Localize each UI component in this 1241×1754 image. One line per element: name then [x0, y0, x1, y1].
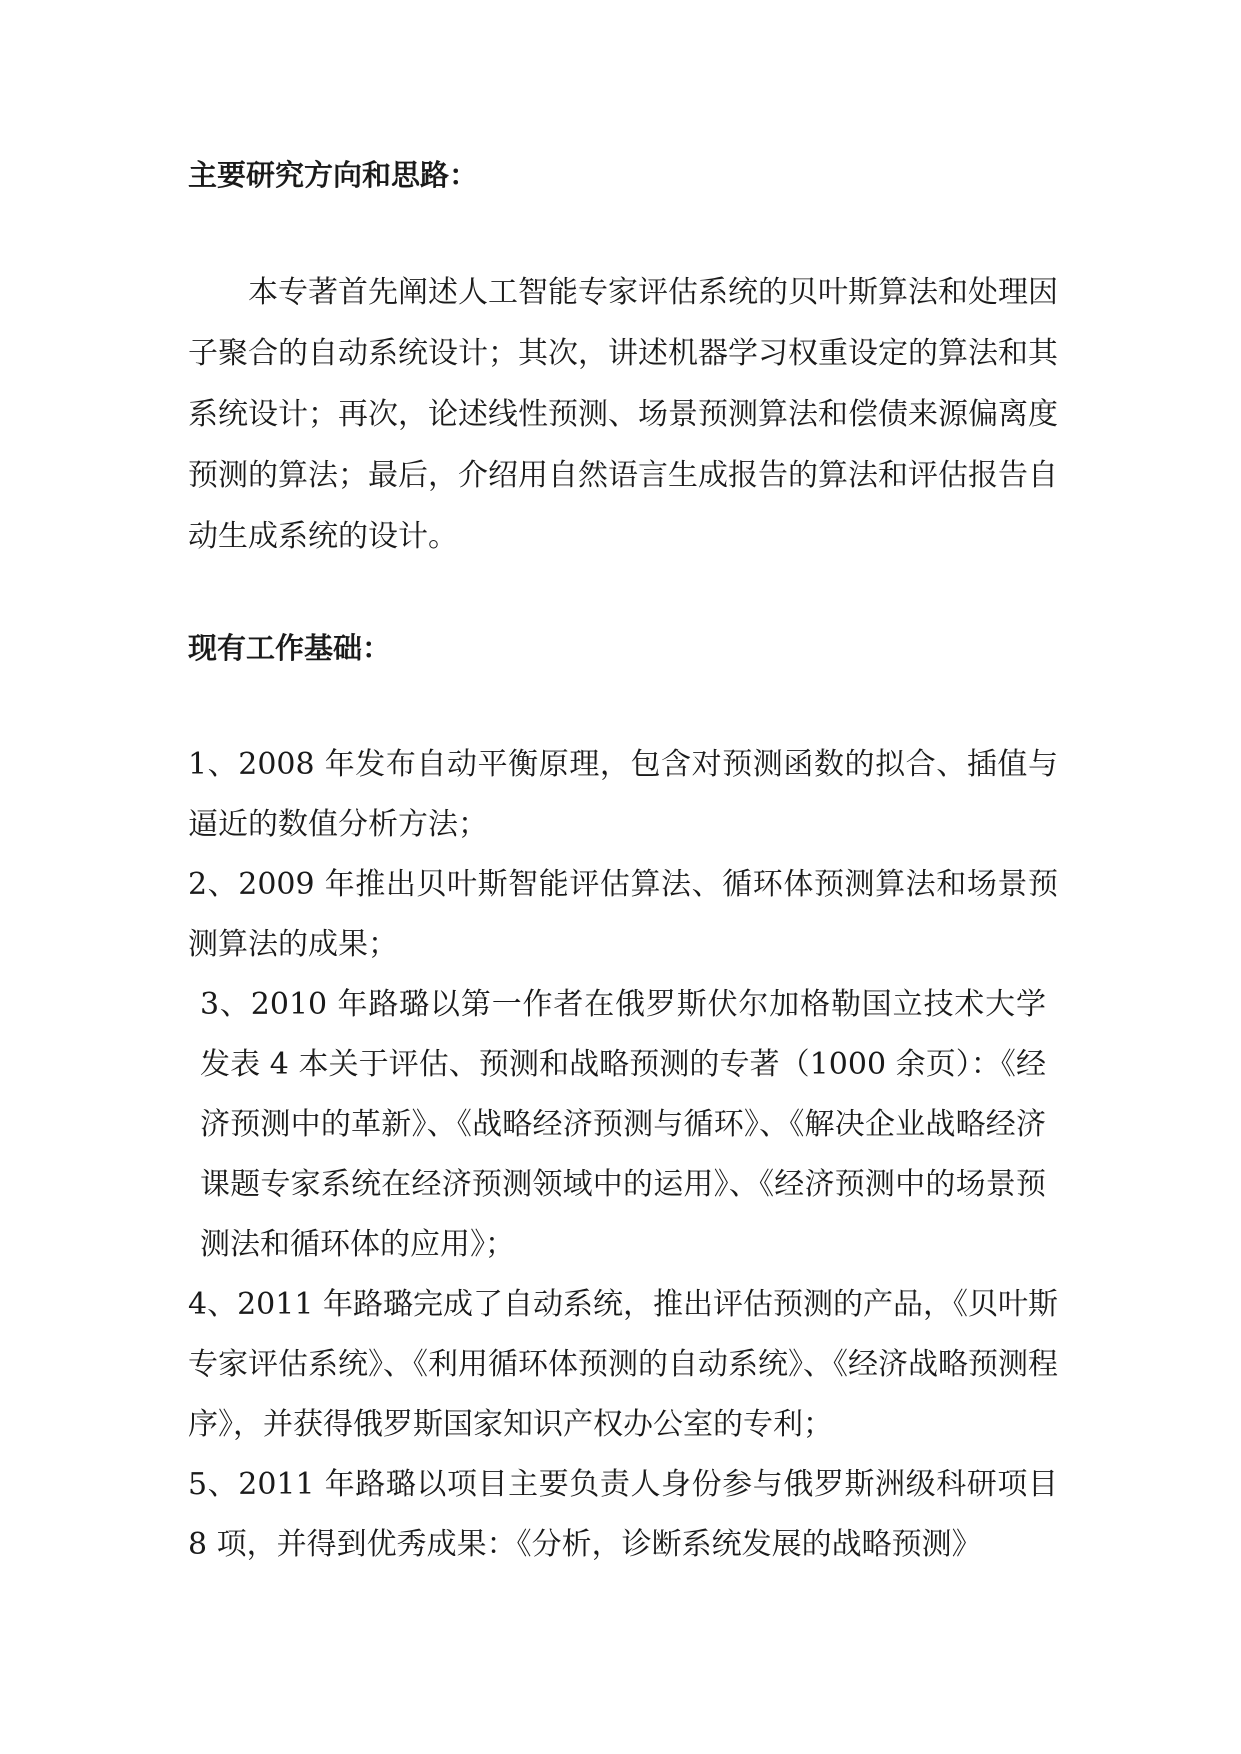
list-item: 2、2009 年推出贝叶斯智能评估算法、循环体预测算法和场景预测算法的成果；: [188, 867, 1058, 962]
research-paragraph: 本专著首先阐述人工智能专家评估系统的贝叶斯算法和处理因子聚合的自动系统设计；其次，讲述机器学习权重设定的算法和其系统设计；再次，论述线性预测、场景预测算法和偿债来源偏离度预测的算法；最后，介绍用自然语言生成报告的算法和评估报告自动生成系统的设计。: [188, 275, 1058, 554]
list-item: 1、2008 年发布自动平衡原理，包含对预测函数的拟合、插值与逼近的数值分析方法；: [188, 747, 1058, 842]
section-heading-research: 主要研究方向和思路：: [188, 158, 479, 192]
list-item: 3、2010 年路璐以第一作者在俄罗斯伏尔加格勒国立技术大学发表 4 本关于评估、预测和战略预测的专著（1000 余页）：《经济预测中的革新》、《战略经济预测与循环》、《解决企业战略经济课题专家系统在经济预测领域中的运用》、《经济预测中的场景预测法和循环体的应用》；: [200, 987, 1046, 1262]
section-heading-foundation: 现有工作基础：: [188, 631, 392, 665]
list-item: 4、2011 年路璐完成了自动系统，推出评估预测的产品，《贝叶斯专家评估系统》、《利用循环体预测的自动系统》、《经济战略预测程序》，并获得俄罗斯国家知识产权办公室的专利；: [188, 1287, 1058, 1442]
foundation-list: [188, 735, 1058, 1575]
list-item: 5、2011 年路璐以项目主要负责人身份参与俄罗斯洲级科研项目 8 项，并得到优秀成果：《分析，诊断系统发展的战略预测》: [188, 1467, 1058, 1562]
